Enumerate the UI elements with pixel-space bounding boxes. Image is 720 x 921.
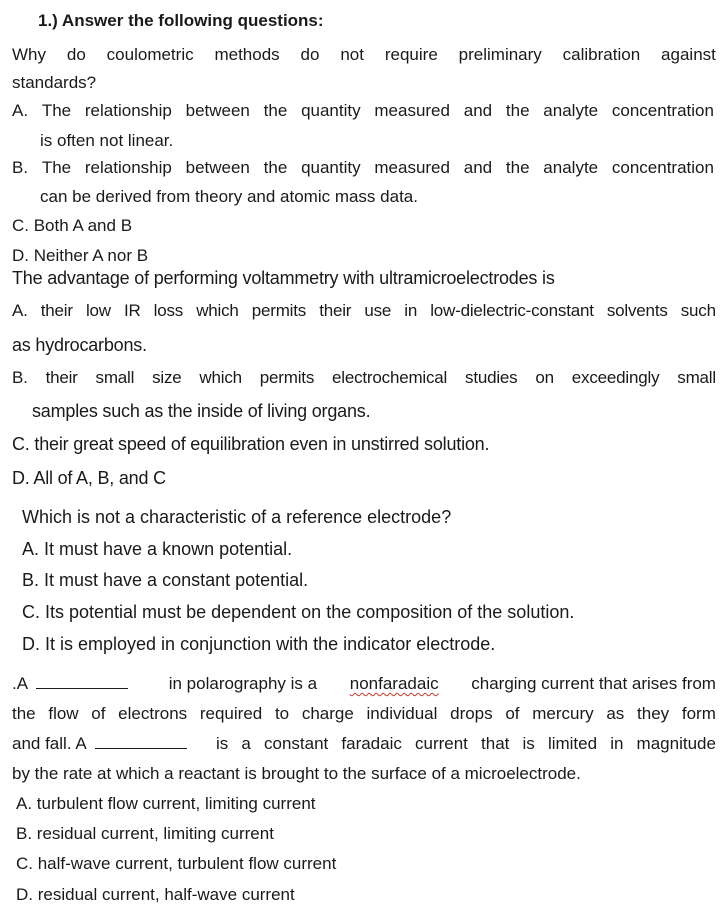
- word: limited: [547, 734, 598, 753]
- q1-option-a-line1: [12, 100, 714, 122]
- word: on: [535, 368, 554, 387]
- word: The: [41, 101, 72, 120]
- word: and: [463, 101, 493, 120]
- q4-line1-mid: in polarography is a: [168, 674, 318, 693]
- q2-stem: The advantage of performing voltammetry with ultramicroelectrodes is: [12, 268, 555, 288]
- word: between: [185, 101, 250, 120]
- word: use: [364, 301, 392, 320]
- word: not: [340, 45, 364, 64]
- word: a: [241, 734, 251, 753]
- spellcheck-word: nonfaradaic: [349, 674, 439, 693]
- q2-option-b-line1: [12, 367, 716, 389]
- word: B.: [12, 368, 28, 387]
- word: of: [505, 704, 520, 723]
- word: analyte: [543, 101, 599, 120]
- q1-option-c: C. Both A and B: [12, 216, 133, 235]
- word: loss: [153, 301, 184, 320]
- section-title: 1.) Answer the following questions:: [38, 11, 324, 30]
- answer-blank-1[interactable]: [36, 674, 128, 689]
- word: constant: [264, 734, 329, 753]
- word: quantity: [301, 101, 361, 120]
- word: which: [199, 368, 242, 387]
- q4-line1-end: charging current that arises from: [471, 674, 716, 693]
- word: concentration: [611, 101, 714, 120]
- word: studies: [465, 368, 518, 387]
- word: that: [481, 734, 510, 753]
- word: exceedingly: [571, 368, 660, 387]
- q2-option-d: D. All of A, B, and C: [12, 468, 166, 488]
- word: charge: [301, 704, 354, 723]
- q4-option-a: A. turbulent flow current, limiting current: [16, 794, 316, 813]
- word: which: [196, 301, 239, 320]
- q4-line3-start: and fall. A: [12, 734, 87, 753]
- word: of: [91, 704, 106, 723]
- q4-line1-start: .A: [12, 674, 29, 693]
- q4-line3: [12, 733, 716, 755]
- q2-option-a-line1: [12, 300, 716, 322]
- word: is: [522, 734, 535, 753]
- q4-option-b: B. residual current, limiting current: [16, 824, 274, 843]
- answer-blank-2[interactable]: [95, 734, 187, 749]
- q1-stem-line2: standards?: [12, 73, 97, 92]
- q4-line1: [12, 673, 716, 695]
- word: such: [680, 301, 716, 320]
- word: calibration: [562, 45, 641, 64]
- q4-option-d: D. residual current, half-wave current: [16, 885, 295, 904]
- word: in: [404, 301, 418, 320]
- q1-option-a-line2: is often not linear.: [40, 131, 174, 150]
- q4-line3-end: [216, 733, 716, 755]
- q3-option-a: A. It must have a known potential.: [22, 539, 293, 559]
- word: against: [661, 45, 716, 64]
- word: between: [185, 158, 250, 177]
- q1-option-d: D. Neither A nor B: [12, 246, 149, 265]
- word: the: [505, 158, 530, 177]
- q1-stem-line1: [12, 44, 716, 66]
- word: mercury: [532, 704, 594, 723]
- word: quantity: [301, 158, 361, 177]
- word: form: [681, 704, 716, 723]
- q3-option-b: B. It must have a constant potential.: [22, 570, 309, 590]
- q2-option-c: C. their great speed of equilibration even in unstirred solution.: [12, 434, 490, 454]
- word: concentration: [611, 158, 714, 177]
- word: B.: [12, 158, 29, 177]
- word: small: [677, 368, 716, 387]
- word: permits: [251, 301, 307, 320]
- word: solvents: [606, 301, 668, 320]
- q1-option-b-line1: [12, 157, 714, 179]
- word: do: [66, 45, 86, 64]
- word: to: [274, 704, 290, 723]
- word: their: [40, 301, 73, 320]
- word: in: [610, 734, 624, 753]
- word: relationship: [84, 158, 172, 177]
- word: the: [263, 101, 288, 120]
- word: flow: [48, 704, 79, 723]
- word: do: [300, 45, 320, 64]
- q1-option-b-line2: can be derived from theory and atomic mass data.: [40, 187, 418, 206]
- word: low-dielectric-constant: [430, 301, 594, 320]
- word: coulometric: [106, 45, 194, 64]
- word: Why: [12, 45, 46, 64]
- word: current: [415, 734, 468, 753]
- word: small: [95, 368, 135, 387]
- word: A.: [12, 101, 29, 120]
- word: relationship: [84, 101, 172, 120]
- word: electrons: [118, 704, 188, 723]
- word: require: [384, 45, 438, 64]
- word: electrochemical: [332, 368, 448, 387]
- word: IR: [123, 301, 141, 320]
- word: analyte: [543, 158, 599, 177]
- q4-option-c: C. half-wave current, turbulent flow current: [16, 854, 337, 873]
- word: methods: [214, 45, 280, 64]
- word: measured: [374, 158, 450, 177]
- word: and: [463, 158, 493, 177]
- word: their: [45, 368, 78, 387]
- word: size: [152, 368, 182, 387]
- word: their: [319, 301, 352, 320]
- word: as: [606, 704, 625, 723]
- q3-option-d: D. It is employed in conjunction with the indicator electrode.: [22, 634, 496, 654]
- word: they: [637, 704, 670, 723]
- word: faradaic: [341, 734, 402, 753]
- word: A.: [12, 301, 28, 320]
- word: the: [12, 704, 36, 723]
- word: permits: [259, 368, 315, 387]
- word: magnitude: [636, 734, 716, 753]
- word: the: [505, 101, 530, 120]
- word: the: [263, 158, 288, 177]
- q4-line2: [12, 703, 716, 725]
- word: drops: [450, 704, 493, 723]
- q2-option-a-line2: as hydrocarbons.: [12, 335, 147, 355]
- word: The: [41, 158, 72, 177]
- q3-option-c: C. Its potential must be dependent on the composition of the solution.: [22, 602, 575, 622]
- word: low: [85, 301, 111, 320]
- q2-option-b-line2: samples such as the inside of living organs.: [32, 401, 371, 421]
- q4-line4: by the rate at which a reactant is brought to the surface of a microelectrode.: [12, 764, 581, 783]
- word: measured: [374, 101, 450, 120]
- word: individual: [366, 704, 438, 723]
- q3-stem: Which is not a characteristic of a reference electrode?: [22, 507, 452, 527]
- word: is: [216, 734, 229, 753]
- word: preliminary: [458, 45, 542, 64]
- word: required: [199, 704, 263, 723]
